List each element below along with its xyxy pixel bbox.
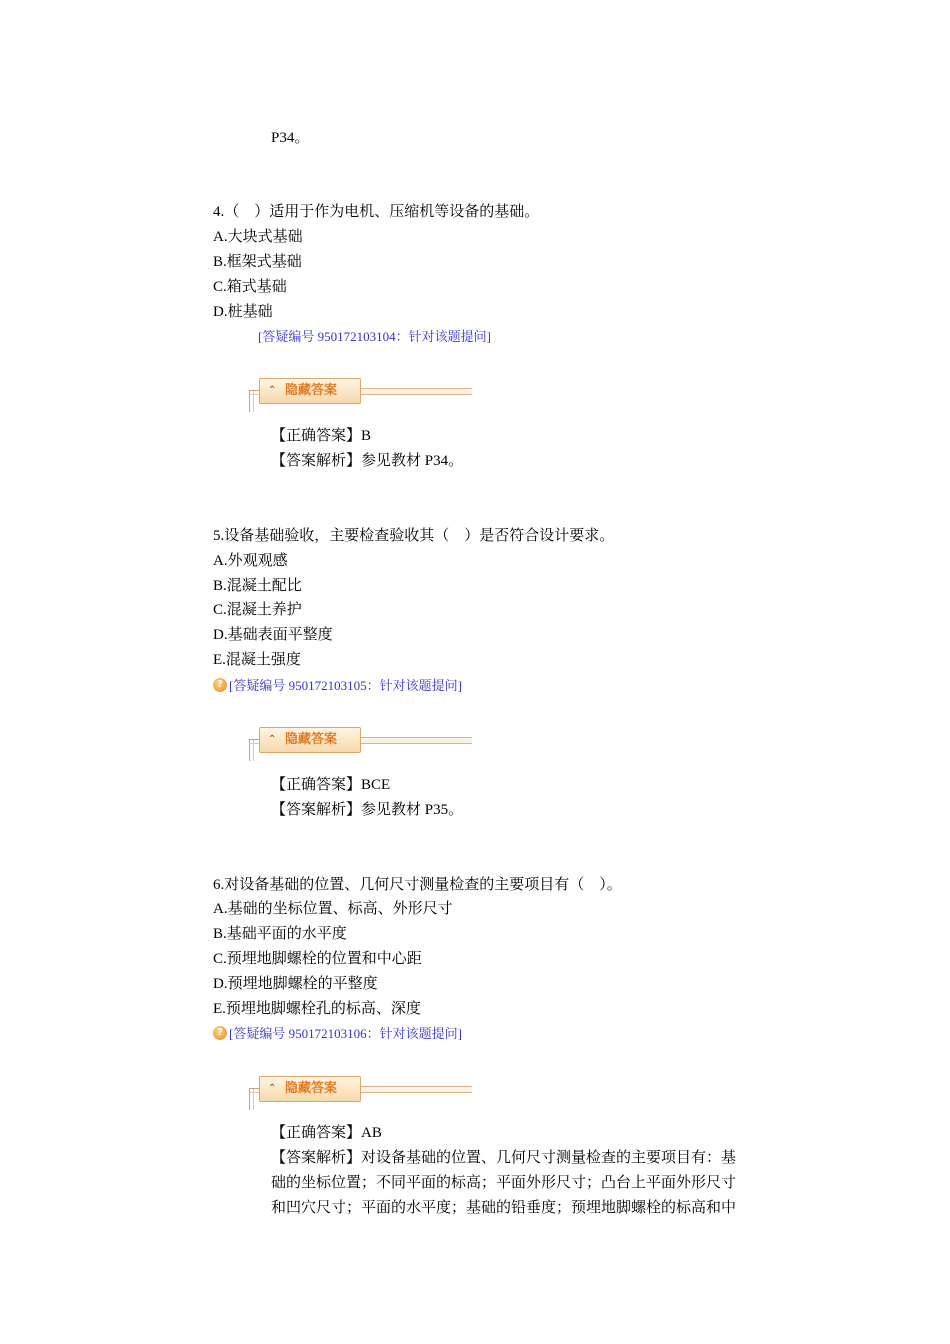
option-e: E.预埋地脚螺栓孔的标高、深度 bbox=[213, 1001, 421, 1017]
option-d: D.预埋地脚螺栓的平整度 bbox=[213, 976, 378, 992]
hide-answer-button[interactable] bbox=[259, 727, 361, 753]
hide-answer-button[interactable] bbox=[259, 1076, 361, 1102]
hide-answer-bar bbox=[247, 1076, 472, 1110]
option-a: A.大块式基础 bbox=[213, 229, 303, 245]
hide-answer-bar bbox=[247, 378, 472, 412]
option-b: B.框架式基础 bbox=[213, 254, 302, 270]
chevron-up-icon: ⌃ bbox=[268, 734, 277, 745]
hide-answer-label: 隐藏答案 bbox=[285, 383, 338, 398]
answer-analysis: 【答案解析】参见教材 P35。 bbox=[271, 802, 464, 818]
answer-analysis: 础的坐标位置；不同平面的标高；平面外形尺寸；凸台上平面外形尺寸 bbox=[271, 1175, 737, 1191]
answer-analysis: 和凹穴尺寸；平面的水平度；基础的铅垂度；预埋地脚螺栓的标高和中 bbox=[271, 1200, 737, 1216]
option-b: B.混凝土配比 bbox=[213, 578, 302, 594]
option-c: C.箱式基础 bbox=[213, 279, 287, 295]
chevron-up-icon: ⌃ bbox=[268, 1083, 277, 1094]
option-d: D.基础表面平整度 bbox=[213, 627, 333, 643]
bar-divider-line bbox=[361, 1086, 472, 1093]
hide-answer-button[interactable] bbox=[259, 378, 361, 404]
correct-answer: 【正确答案】BCE bbox=[271, 777, 391, 793]
answer-analysis: 【答案解析】对设备基础的位置、几何尺寸测量检查的主要项目有：基 bbox=[271, 1150, 737, 1166]
hide-answer-label: 隐藏答案 bbox=[285, 732, 338, 747]
query-row bbox=[213, 1025, 462, 1043]
correct-answer: 【正确答案】AB bbox=[271, 1125, 382, 1141]
option-d: D.桩基础 bbox=[213, 304, 273, 320]
analysis-continuation: P34。 bbox=[271, 130, 310, 146]
question-stem: 5.设备基础验收，主要检查验收其（ ）是否符合设计要求。 bbox=[213, 528, 615, 544]
question-stem: 6.对设备基础的位置、几何尺寸测量检查的主要项目有（ ）。 bbox=[213, 877, 622, 893]
option-a: A.外观观感 bbox=[213, 553, 288, 569]
chevron-up-icon: ⌃ bbox=[268, 385, 277, 396]
option-a: A.基础的坐标位置、标高、外形尺寸 bbox=[213, 901, 453, 917]
query-row bbox=[258, 328, 491, 346]
bar-divider-line bbox=[361, 737, 472, 744]
question-stem: 4.（ ）适用于作为电机、压缩机等设备的基础。 bbox=[213, 204, 540, 220]
ask-question-link[interactable]: [答疑编号 950172103105：针对该题提问] bbox=[229, 678, 462, 693]
hide-answer-label: 隐藏答案 bbox=[285, 1081, 338, 1096]
query-row bbox=[213, 677, 462, 695]
bar-divider-line bbox=[361, 388, 472, 395]
help-question-icon: ? bbox=[213, 1026, 227, 1040]
help-question-icon: ? bbox=[213, 678, 227, 692]
answer-analysis: 【答案解析】参见教材 P34。 bbox=[271, 453, 464, 469]
ask-question-link[interactable]: [答疑编号 950172103104：针对该题提问] bbox=[258, 329, 491, 344]
hide-answer-bar bbox=[247, 727, 472, 761]
option-e: E.混凝土强度 bbox=[213, 652, 301, 668]
correct-answer: 【正确答案】B bbox=[271, 428, 372, 444]
ask-question-link[interactable]: [答疑编号 950172103106：针对该题提问] bbox=[229, 1026, 462, 1041]
option-c: C.混凝土养护 bbox=[213, 602, 302, 618]
option-c: C.预埋地脚螺栓的位置和中心距 bbox=[213, 951, 422, 967]
option-b: B.基础平面的水平度 bbox=[213, 926, 347, 942]
